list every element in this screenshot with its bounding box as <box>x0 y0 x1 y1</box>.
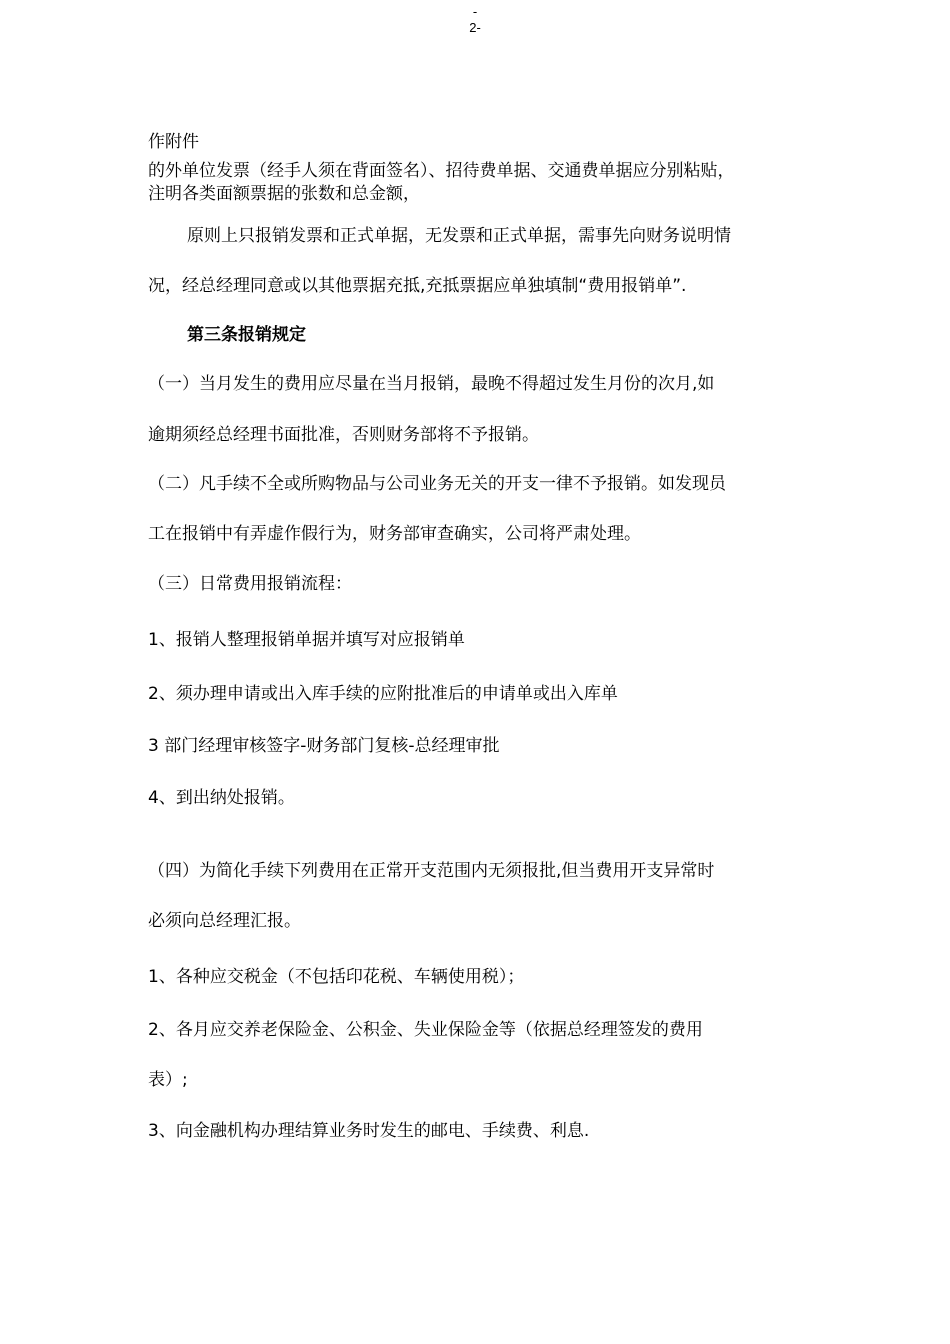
text-line: 注明各类面额票据的张数和总金额， <box>148 184 420 204</box>
text-line: 作附件 <box>148 132 199 152</box>
text-line: 表）; <box>148 1070 188 1090</box>
text-line: （四）为简化手续下列费用在正常开支范围内无须报批,但当费用开支异常时 <box>148 861 715 881</box>
text-line: （一）当月发生的费用应尽量在当月报销，最晚不得超过发生月份的次月,如 <box>148 374 715 394</box>
text-line: 工在报销中有弄虚作假行为，财务部审查确实，公司将严肃处理。 <box>148 524 641 544</box>
list-item: 4、到出纳处报销。 <box>148 788 295 808</box>
text-line: 况，经总经理同意或以其他票据充抵,充抵票据应单独填制“费用报销单”. <box>148 276 687 296</box>
list-item: 3 部门经理审核签字-财务部门复核-总经理审批 <box>148 736 500 756</box>
list-item: 1、各种应交税金（不包括印花税、车辆使用税）； <box>148 967 525 987</box>
section-heading: 第三条报销规定 <box>187 325 306 345</box>
page-number: 2- <box>469 20 481 35</box>
list-item: 1、报销人整理报销单据并填写对应报销单 <box>148 630 465 650</box>
text-line: （三）日常费用报销流程： <box>148 574 352 594</box>
list-item: 2、各月应交养老保险金、公积金、失业保险金等（依据总经理签发的费用 <box>148 1020 703 1040</box>
header-dash: - <box>472 4 478 19</box>
text-line: 逾期须经总经理书面批准，否则财务部将不予报销。 <box>148 425 539 445</box>
text-line: 的外单位发票（经手人须在背面签名）、招待费单据、交通费单据应分别粘贴， <box>148 161 735 181</box>
text-line: 原则上只报销发票和正式单据，无发票和正式单据，需事先向财务说明情 <box>187 226 731 246</box>
list-item: 3、向金融机构办理结算业务时发生的邮电、手续费、利息. <box>148 1121 590 1141</box>
text-line: 必须向总经理汇报。 <box>148 911 301 931</box>
list-item: 2、须办理申请或出入库手续的应附批准后的申请单或出入库单 <box>148 684 618 704</box>
text-line: （二）凡手续不全或所购物品与公司业务无关的开支一律不予报销。如发现员 <box>148 474 726 494</box>
